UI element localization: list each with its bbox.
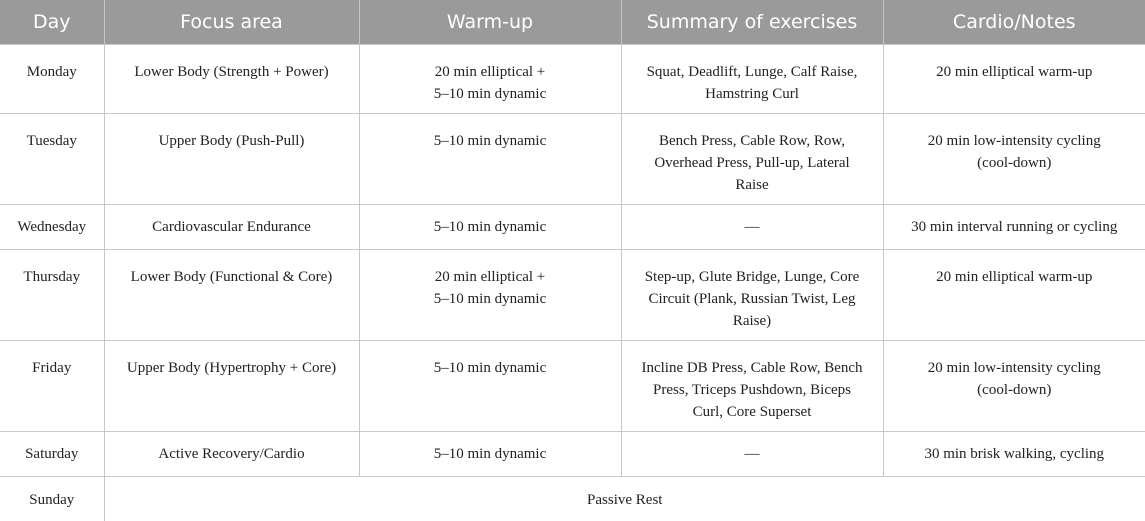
warmup-line: 5–10 min dynamic — [370, 288, 611, 310]
header-warm-up: Warm-up — [359, 0, 621, 45]
header-summary-of-exercises: Summary of exercises — [621, 0, 883, 45]
focus-cell: Lower Body (Strength + Power) — [104, 45, 359, 114]
day-cell: Monday — [0, 45, 104, 114]
warmup-line: 5–10 min dynamic — [370, 443, 611, 465]
day-cell: Sunday — [0, 477, 104, 521]
table-row — [0, 341, 1145, 432]
warmup-line: 5–10 min dynamic — [370, 83, 611, 105]
exercises-line: Curl, Core Superset — [632, 401, 873, 423]
focus-cell: Cardiovascular Endurance — [104, 205, 359, 250]
cardio-line: 20 min elliptical warm-up — [894, 266, 1136, 288]
warmup-line: 20 min elliptical + — [370, 61, 611, 83]
warmup-line: 5–10 min dynamic — [370, 130, 611, 152]
cardio-line: 20 min elliptical warm-up — [894, 61, 1136, 83]
table-row — [0, 432, 1145, 477]
focus-cell: Active Recovery/Cardio — [104, 432, 359, 477]
cardio-line: 30 min interval running or cycling — [894, 216, 1136, 238]
table-header-row — [0, 0, 1145, 45]
exercises-cell — [621, 45, 883, 114]
exercises-line: Hamstring Curl — [632, 83, 873, 105]
warmup-line: 20 min elliptical + — [370, 266, 611, 288]
cardio-cell — [883, 205, 1145, 250]
table-row — [0, 205, 1145, 250]
table-row — [0, 250, 1145, 341]
exercises-cell — [621, 114, 883, 205]
exercises-line: Incline DB Press, Cable Row, Bench — [632, 357, 873, 379]
day-cell: Wednesday — [0, 205, 104, 250]
cardio-line: 20 min low-intensity cycling — [894, 130, 1136, 152]
cardio-line: (cool-down) — [894, 152, 1136, 174]
day-cell: Thursday — [0, 250, 104, 341]
exercises-cell — [621, 341, 883, 432]
exercises-line: Press, Triceps Pushdown, Biceps — [632, 379, 873, 401]
table-row — [0, 114, 1145, 205]
cardio-line: 20 min low-intensity cycling — [894, 357, 1136, 379]
exercises-cell — [621, 250, 883, 341]
cardio-line: 30 min brisk walking, cycling — [894, 443, 1136, 465]
exercises-cell — [621, 432, 883, 477]
cardio-line: (cool-down) — [894, 379, 1136, 401]
exercises-line: Overhead Press, Pull-up, Lateral — [632, 152, 873, 174]
passive-rest-cell: Passive Rest — [104, 477, 1145, 521]
warmup-cell — [359, 341, 621, 432]
exercises-line: Raise — [632, 174, 873, 196]
exercises-line: Squat, Deadlift, Lunge, Calf Raise, — [632, 61, 873, 83]
day-cell: Friday — [0, 341, 104, 432]
warmup-cell — [359, 250, 621, 341]
warmup-cell — [359, 205, 621, 250]
day-cell: Tuesday — [0, 114, 104, 205]
warmup-cell — [359, 432, 621, 477]
cardio-cell — [883, 341, 1145, 432]
header-day: Day — [0, 0, 104, 45]
cardio-cell — [883, 432, 1145, 477]
warmup-cell — [359, 45, 621, 114]
warmup-line: 5–10 min dynamic — [370, 216, 611, 238]
exercises-cell — [621, 205, 883, 250]
exercises-line: Step-up, Glute Bridge, Lunge, Core — [632, 266, 873, 288]
day-cell: Saturday — [0, 432, 104, 477]
warmup-cell — [359, 114, 621, 205]
cardio-cell — [883, 114, 1145, 205]
exercises-line: Raise) — [632, 310, 873, 332]
exercises-line: Bench Press, Cable Row, Row, — [632, 130, 873, 152]
header-cardio-notes: Cardio/Notes — [883, 0, 1145, 45]
cardio-cell — [883, 45, 1145, 114]
table-row — [0, 45, 1145, 114]
warmup-line: 5–10 min dynamic — [370, 357, 611, 379]
header-focus-area: Focus area — [104, 0, 359, 45]
exercises-line: — — [632, 443, 873, 465]
focus-cell: Lower Body (Functional & Core) — [104, 250, 359, 341]
focus-cell: Upper Body (Push-Pull) — [104, 114, 359, 205]
exercises-line: Circuit (Plank, Russian Twist, Leg — [632, 288, 873, 310]
exercises-line: — — [632, 216, 873, 238]
cardio-cell — [883, 250, 1145, 341]
table-row — [0, 477, 1145, 521]
focus-cell: Upper Body (Hypertrophy + Core) — [104, 341, 359, 432]
